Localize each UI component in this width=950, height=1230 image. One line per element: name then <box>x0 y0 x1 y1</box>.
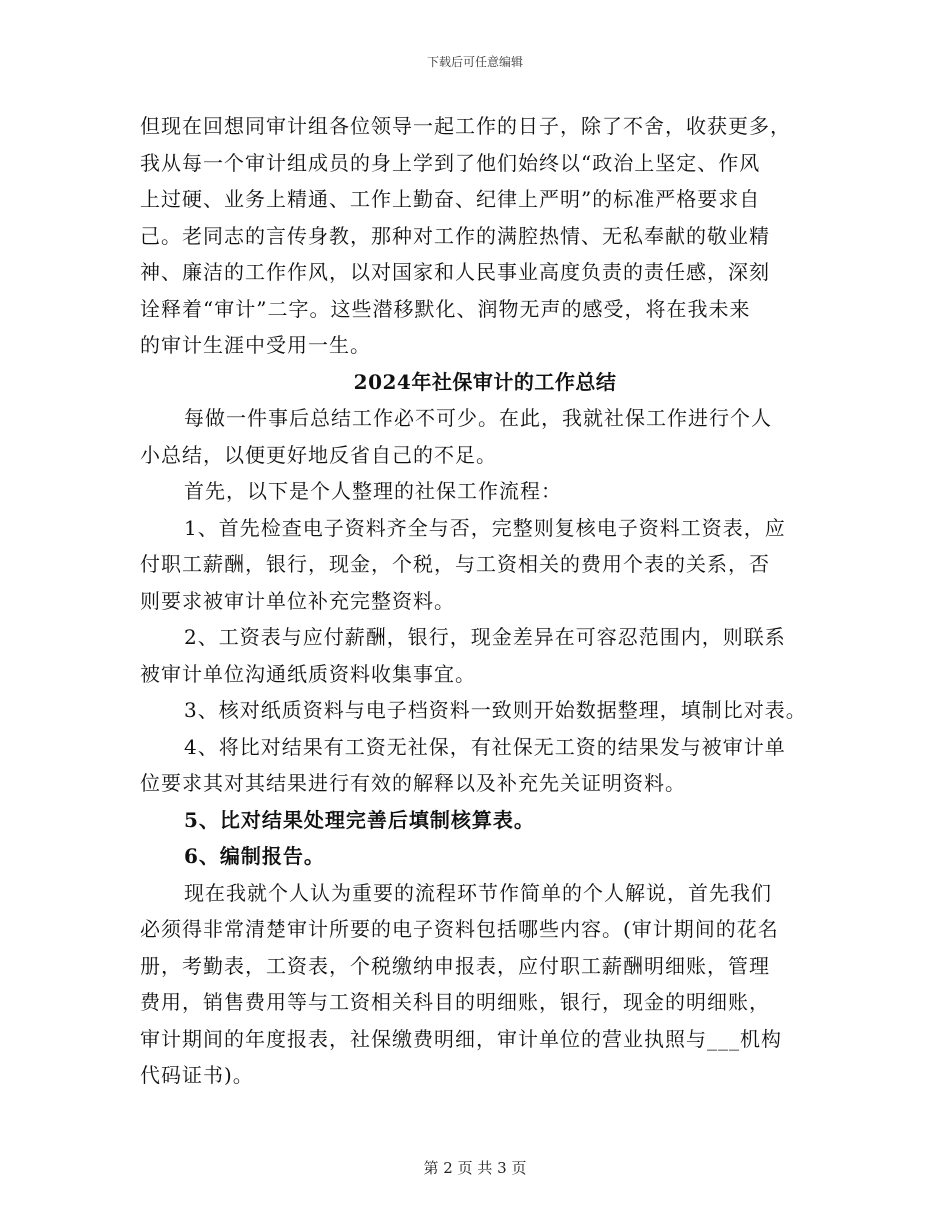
list-item-continuation: 位要求其对其结果进行有效的解释以及补充先关证明资料。 <box>140 771 686 795</box>
list-item: 6、编制报告。 <box>184 844 325 868</box>
paragraph-line: 我从每一个审计组成员的身上学到了他们始终以“政治上坚定、作风 <box>140 150 761 175</box>
list-item: 3、核对纸质资料与电子档资料一致则开始数据整理，填制比对表。 <box>184 698 807 722</box>
paragraph-line: 但现在回想同审计组各位领导一起工作的日子，除了不舍，收获更多， <box>140 114 791 138</box>
paragraph-line: 每做一件事后总结工作必不可少。在此，我就社保工作进行个人 <box>184 406 772 430</box>
paragraph-line: 的审计生涯中受用一生。 <box>140 333 371 357</box>
paragraph-line: 上过硬、业务上精通、工作上勤奋、纪律上严明”的标准严格要求自 <box>140 187 761 211</box>
list-item: 4、将比对结果有工资无社保，有社保无工资的结果发与被审计单 <box>184 734 786 759</box>
list-item: 5、比对结果处理完善后填制核算表。 <box>184 807 535 832</box>
paragraph-line: 己。老同志的言传身教，那种对工作的满腔热情、无私奉献的敬业精 <box>140 223 770 248</box>
paragraph-line: 审计期间的年度报表，社保缴费明细，审计单位的营业执照与___机构 <box>140 1026 782 1051</box>
paragraph-line: 首先，以下是个人整理的社保工作流程： <box>184 479 562 503</box>
list-item-continuation: 付职工薪酬，银行，现金，个税，与工资相关的费用个表的关系，否 <box>140 552 770 576</box>
paragraph-line: 必须得非常清楚审计所要的电子资料包括哪些内容。(审计期间的花名 <box>140 917 779 941</box>
document-body <box>140 108 830 1094</box>
page-number: 第 2 页 共 3 页 <box>423 1159 527 1177</box>
list-item-continuation: 被审计单位沟通纸质资料收集事宜。 <box>140 661 476 686</box>
header-note: 下载后可任意编辑 <box>426 55 523 69</box>
paragraph-line: 现在我就个人认为重要的流程环节作简单的个人解说，首先我们 <box>184 880 772 905</box>
paragraph-line: 诠释着“审计”二字。这些潜移默化、润物无声的感受，将在我未来 <box>140 296 751 321</box>
paragraph-line: 小总结，以便更好地反省自己的不足。 <box>140 442 497 467</box>
paragraph-line: 代码证书)。 <box>140 1063 254 1087</box>
paragraph-line: 神、廉洁的工作作风，以对国家和人民事业高度负责的责任感，深刻 <box>140 260 770 284</box>
paragraph-line: 费用，销售费用等与工资相关科目的明细账，银行，现金的明细账， <box>140 990 770 1014</box>
list-item: 2、工资表与应付薪酬，银行，现金差异在可容忍范围内，则联系 <box>184 625 786 649</box>
section-title: 2024年社保审计的工作总结 <box>353 369 617 394</box>
paragraph-line: 册，考勤表，工资表，个税缴纳申报表，应付职工薪酬明细账，管理 <box>140 953 770 978</box>
list-item-continuation: 则要求被审计单位补充完整资料。 <box>140 588 455 613</box>
list-item: 1、首先检查电子资料齐全与否，完整则复核电子资料工资表，应 <box>184 515 786 540</box>
